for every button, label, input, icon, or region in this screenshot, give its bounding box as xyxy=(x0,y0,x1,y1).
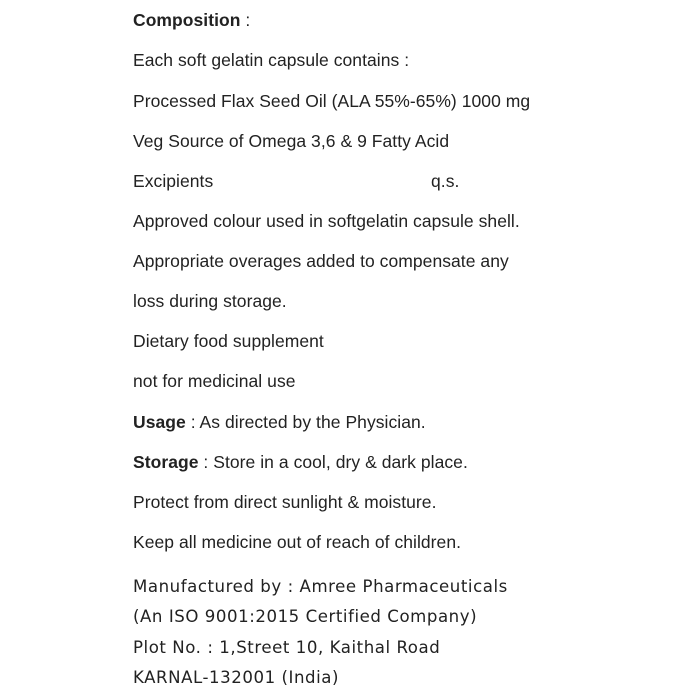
storage-text: : Store in a cool, dry & dark place. xyxy=(198,452,468,472)
colour-line: Approved colour used in softgelatin capsule shell. xyxy=(133,211,520,231)
excipients-value: q.s. xyxy=(431,171,460,191)
storage-label: Storage xyxy=(133,452,199,472)
usage-text: : As directed by the Physician. xyxy=(185,412,426,432)
excipients-label: Excipients xyxy=(133,171,214,191)
keep-out-of-reach-line: Keep all medicine out of reach of children. xyxy=(133,532,462,552)
overages-line-2: loss during storage. xyxy=(133,291,287,311)
overages-line-1: Appropriate overages added to compensate any xyxy=(133,251,509,271)
protect-line: Protect from direct sunlight & moisture. xyxy=(133,492,437,512)
not-medicinal-line: not for medicinal use xyxy=(133,371,296,391)
composition-heading-suffix: : xyxy=(240,10,251,30)
usage-line xyxy=(133,411,426,433)
composition-heading-line xyxy=(133,9,250,31)
usage-label: Usage xyxy=(133,412,186,432)
manufacturer-line-4: KARNAL-132001 (India) xyxy=(133,668,340,687)
flax-seed-oil-line: Processed Flax Seed Oil (ALA 55%-65%) 1000 mg xyxy=(133,91,531,111)
composition-heading: Composition xyxy=(133,10,241,30)
dietary-line: Dietary food supplement xyxy=(133,331,324,351)
excipients-line xyxy=(133,170,533,192)
manufacturer-line-2: (An ISO 9001:2015 Certified Company) xyxy=(133,607,478,626)
manufacturer-line-3: Plot No. : 1,Street 10, Kaithal Road xyxy=(133,638,441,657)
manufacturer-line-1: Manufactured by : Amree Pharmaceuticals xyxy=(133,577,508,596)
storage-line xyxy=(133,451,468,473)
omega-line: Veg Source of Omega 3,6 & 9 Fatty Acid xyxy=(133,131,450,151)
capsule-intro: Each soft gelatin capsule contains : xyxy=(133,50,410,70)
